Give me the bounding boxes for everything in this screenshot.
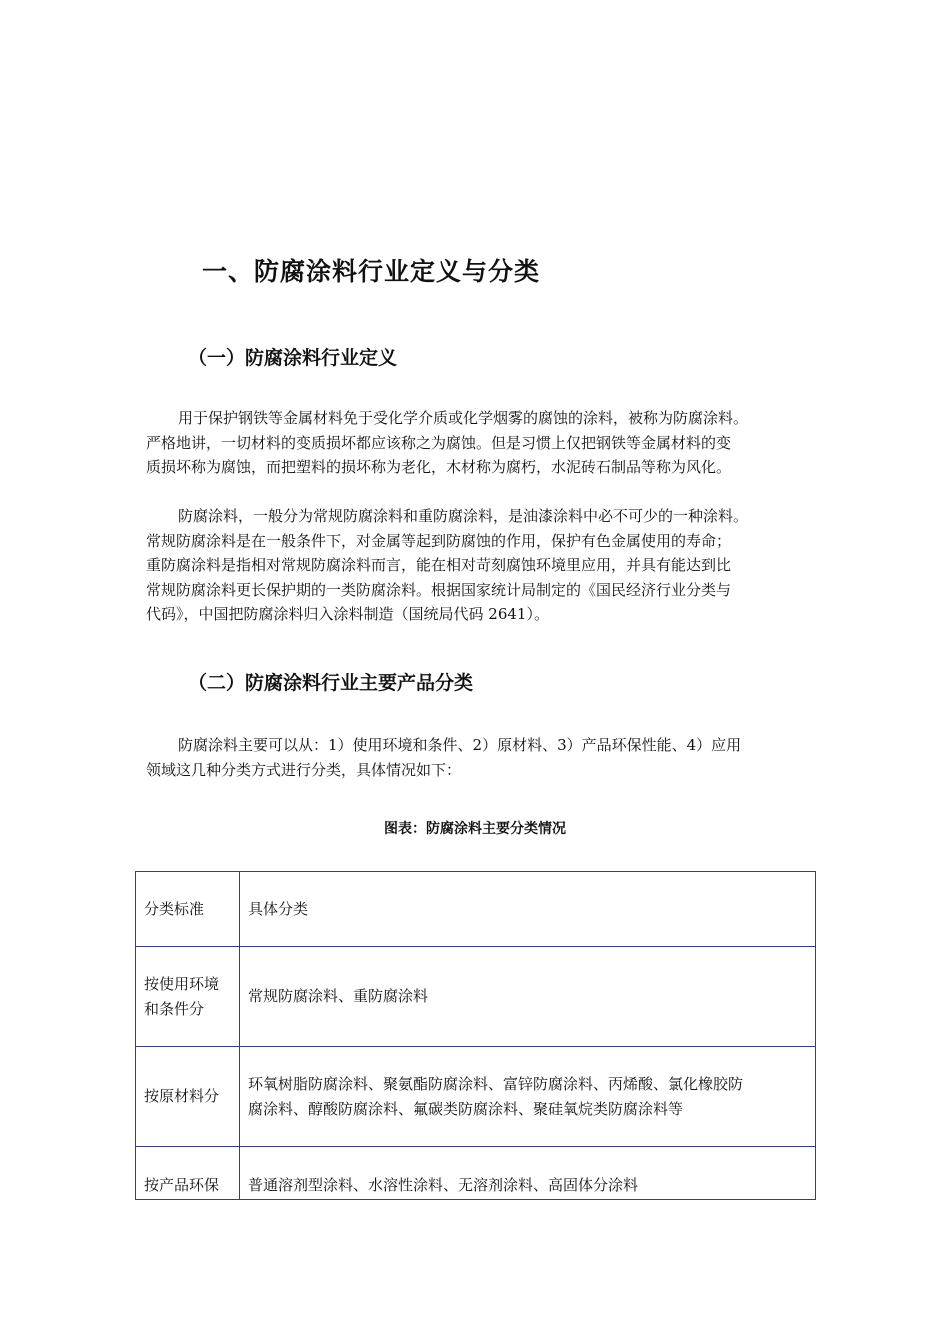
text-line: 重防腐涂料是指相对常规防腐涂料而言，能在相对苛刻腐蚀环境里应用，并具有能达到比 xyxy=(146,556,732,574)
table-row xyxy=(136,1047,816,1147)
paragraph-definition xyxy=(146,406,816,480)
section-title-definition: （一）防腐涂料行业定义 xyxy=(188,347,398,369)
paragraph-classification xyxy=(146,733,816,782)
cell-line: 常规防腐涂料、重防腐涂料 xyxy=(248,987,429,1006)
table-cell-standard xyxy=(136,1047,240,1147)
table-header-row xyxy=(136,872,816,947)
page-heading: 一、防腐涂料行业定义与分类 xyxy=(202,257,541,286)
section-title-classification: （二）防腐涂料行业主要产品分类 xyxy=(188,672,474,694)
classification-table-container xyxy=(135,871,816,1200)
text-line: 质损坏称为腐蚀，而把塑料的损坏称为老化，木材称为腐朽，水泥砖石制品等称为风化。 xyxy=(146,458,732,476)
text-line: 代码》，中国把防腐涂料归入涂料制造（国统局代码 2641）。 xyxy=(146,605,549,623)
cell-line: 环氧树脂防腐涂料、聚氨酯防腐涂料、富锌防腐涂料、丙烯酸、氯化橡胶防 xyxy=(248,1075,744,1093)
text-line: 防腐涂料，一般分为常规防腐涂料和重防腐涂料，是油漆涂料中必不可少的一种涂料。 xyxy=(178,507,749,525)
text-line: 常规防腐涂料是在一般条件下，对金属等起到防腐蚀的作用，保护有色金属使用的寿命； xyxy=(146,531,732,550)
table-row xyxy=(136,1147,816,1201)
text-line: 严格地讲，一切材料的变质损坏都应该称之为腐蚀。但是习惯上仅把钢铁等金属材料的变 xyxy=(146,433,732,452)
text-line: 领域这几种分类方式进行分类，具体情况如下： xyxy=(146,760,462,779)
cell-line: 按产品环保 xyxy=(144,1176,220,1194)
cell-line: 和条件分 xyxy=(144,999,205,1018)
table-cell-types xyxy=(240,1147,816,1201)
table-caption: 图表：防腐涂料主要分类情况 xyxy=(384,821,566,837)
table-cell-standard xyxy=(136,947,240,1047)
cell-line: 普通溶剂型涂料、水溶性涂料、无溶剂涂料、高固体分涂料 xyxy=(248,1176,639,1194)
table-cell-types xyxy=(240,947,816,1047)
header-cell: 具体分类 xyxy=(240,872,816,947)
table-cell-standard xyxy=(136,1147,240,1201)
text-line: 用于保护钢铁等金属材料免于受化学介质或化学烟雾的腐蚀的涂料，被称为防腐涂料。 xyxy=(178,409,749,427)
table-row xyxy=(136,947,816,1047)
cell-line: 腐涂料、醇酸防腐涂料、氟碳类防腐涂料、聚硅氧烷类防腐涂料等 xyxy=(248,1099,684,1118)
header-cell: 分类标准 xyxy=(136,872,240,947)
classification-table xyxy=(135,871,816,1200)
table-cell-types xyxy=(240,1047,816,1147)
cell-line: 按原材料分 xyxy=(144,1087,220,1106)
cell-line: 按使用环境 xyxy=(144,975,220,993)
paragraph-types xyxy=(146,504,816,627)
text-line: 常规防腐涂料更长保护期的一类防腐涂料。根据国家统计局制定的《国民经济行业分类与 xyxy=(146,580,732,599)
text-line: 防腐涂料主要可以从：1）使用环境和条件、2）原材料、3）产品环保性能、4）应用 xyxy=(178,736,742,754)
